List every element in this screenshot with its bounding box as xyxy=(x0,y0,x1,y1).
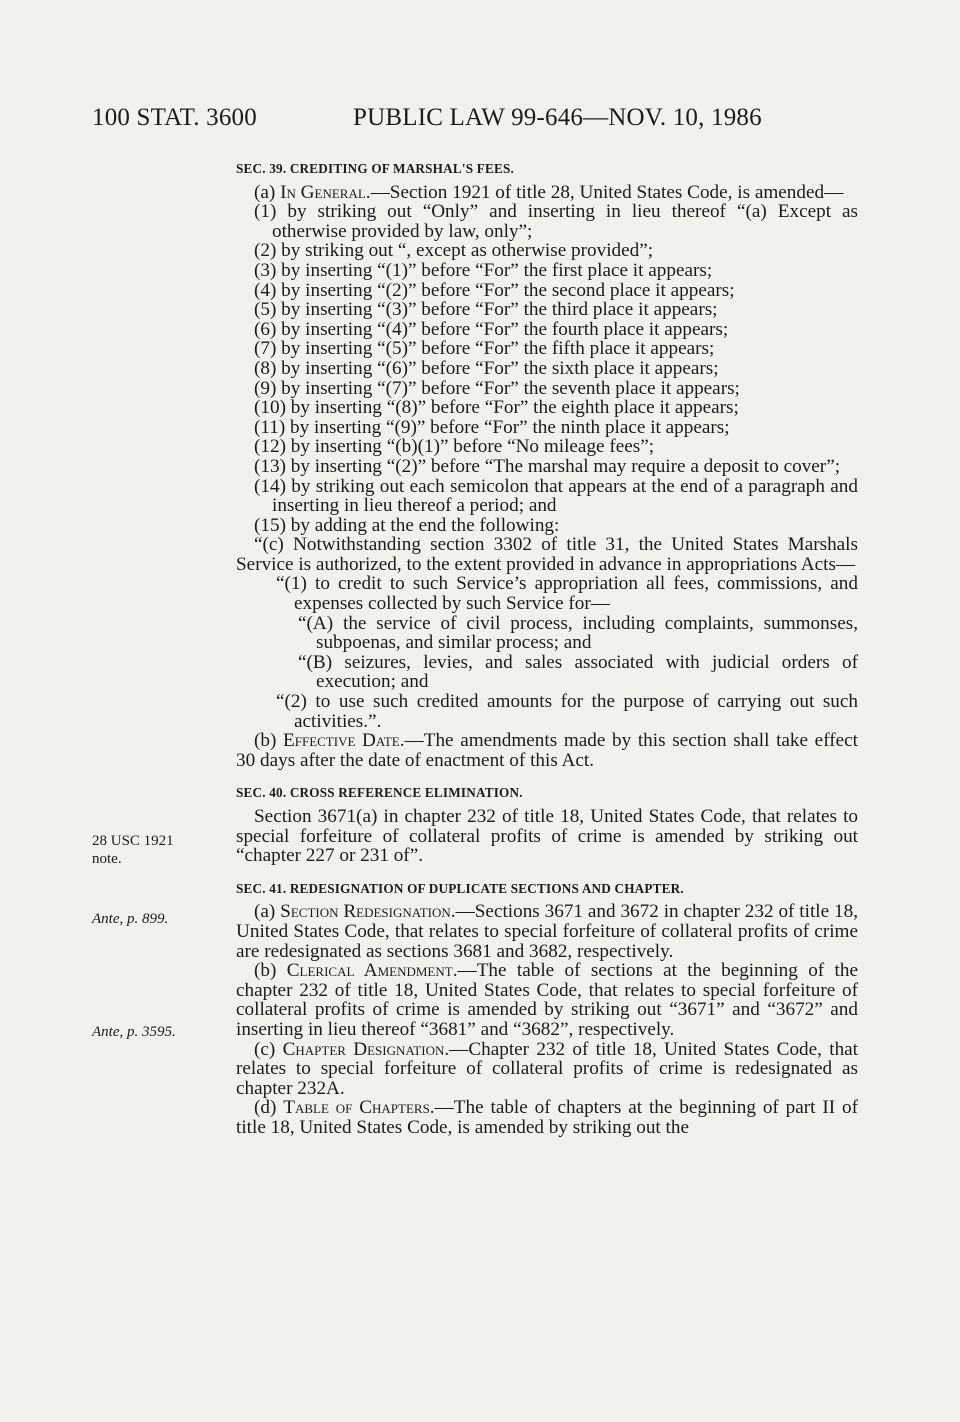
sec41-subsection-c: (c) Chapter Designation.—Chapter 232 of title 18, United States Code, that relates to special forfeiture of collateral profits of crime is redesignated as chapter 232A. xyxy=(236,1038,859,1099)
sec40-heading: SEC. 40. CROSS REFERENCE ELIMINATION. xyxy=(236,785,523,801)
sec39-item-14: (14) by striking out each semicolon that appears at the end of a paragraph and inserting in lieu thereof a period; and xyxy=(254,475,858,517)
sec39-item-15: (15) by adding at the end the following: xyxy=(254,514,560,536)
sec39-quote-c: “(c) Notwithstanding section 3302 of title 31, the United States Marshals Service is authorized, to the extent provided in advance in appropriations Acts— xyxy=(236,534,858,575)
sec41-c-caption: Chapter Designation. xyxy=(282,1038,450,1060)
sec39-quote-1: “(1) to credit to such Service’s appropriation all fees, commissions, and expenses collected by such Service for— xyxy=(276,573,858,615)
sec41-subsection-a: (a) Section Redesignation.—Sections 3671 and 3672 in chapter 232 of title 18, United States Code, that relates to special forfeiture of collateral profits of crime are redesignated as sections 3681 and 3682, respectively. xyxy=(236,901,858,962)
sec39-item-1: (1) by striking out “Only” and inserting in lieu thereof “(a) Except as otherwise provided by law, only”; xyxy=(254,201,858,242)
sec41-a-caption: Section Redesignation. xyxy=(280,901,456,923)
sec41-d-caption: Table of Chapters. xyxy=(283,1097,435,1119)
sec39-item-4: (4) by inserting “(2)” before “For” the second place it appears; xyxy=(254,279,735,301)
body-text xyxy=(236,158,858,1138)
sec39-quote-A: “(A) the service of civil process, including complaints, summonses, subpoenas, and similar process; and xyxy=(298,612,858,654)
page-stat-number: 100 STAT. 3600 xyxy=(92,104,257,131)
sec39-item-8: (8) by inserting “(6)” before “For” the sixth place it appears; xyxy=(254,357,719,379)
margin-note-ante-899: Ante, p. 899. xyxy=(92,911,169,927)
sec39-item-2: (2) by striking out “, except as otherwise provided”; xyxy=(254,240,654,262)
sec39-subsection-b: (b) Effective Date.—The amendments made by this section shall take effect 30 days after the date of enactment of this Act. xyxy=(236,730,858,771)
sec41-subsection-d: (d) Table of Chapters.—The table of chapters at the beginning of part II of title 18, United States Code, is amended by striking out the xyxy=(236,1097,858,1138)
public-law-citation: PUBLIC LAW 99-646—NOV. 10, 1986 xyxy=(353,104,762,131)
sec39-subsection-a: (a) In General.—Section 1921 of title 28, United States Code, is amended— xyxy=(254,181,844,203)
sec39-item-11: (11) by inserting “(9)” before “For” the ninth place it appears; xyxy=(254,416,730,438)
sec41-heading: SEC. 41. REDESIGNATION OF DUPLICATE SECTIONS AND CHAPTER. xyxy=(236,880,684,896)
sec39-quote-B: “(B) seizures, levies, and sales associated with judicial orders of execution; and xyxy=(298,651,858,693)
margin-note-usc-line2: note. xyxy=(92,851,122,867)
sec39-item-9: (9) by inserting “(7)” before “For” the seventh place it appears; xyxy=(254,377,740,399)
sec39-item-5: (5) by inserting “(3)” before “For” the third place it appears; xyxy=(254,299,718,321)
sec40-text: Section 3671(a) in chapter 232 of title 18, United States Code, that relates to special forfeiture of collateral profits of crime is amended by striking out “chapter 227 or 231 of”. xyxy=(236,806,858,867)
sec39-item-12: (12) by inserting “(b)(1)” before “No mileage fees”; xyxy=(254,436,655,458)
sec41-b-caption: Clerical Amendment. xyxy=(286,960,458,982)
sec39-item-13: (13) by inserting “(2)” before “The marshal may require a deposit to cover”; xyxy=(254,455,841,477)
margin-note-usc xyxy=(92,832,174,868)
sec39-item-3: (3) by inserting “(1)” before “For” the first place it appears; xyxy=(254,259,713,281)
margin-note-ante-3595: Ante, p. 3595. xyxy=(92,1024,176,1040)
margin-note-usc-line1: 28 USC 1921 xyxy=(92,833,174,849)
sec39-a-caption: In General. xyxy=(280,181,371,203)
sec39-item-10: (10) by inserting “(8)” before “For” the eighth place it appears; xyxy=(254,397,739,419)
sec41-subsection-b: (b) Clerical Amendment.—The table of sections at the beginning of the chapter 232 of title 18, United States Code, that relates to special forfeiture of collateral profits of crime is amended by striking out “3671” and “3672” and inserting in lieu thereof “3681” and “3682”, respectively. xyxy=(236,960,858,1040)
sec39-heading: SEC. 39. CREDITING OF MARSHAL'S FEES. xyxy=(236,161,515,176)
sec39-b-caption: Effective Date. xyxy=(283,730,405,752)
sec39-quote-2: “(2) to use such credited amounts for the purpose of carrying out such activities.”. xyxy=(276,691,858,732)
sec39-item-6: (6) by inserting “(4)” before “For” the fourth place it appears; xyxy=(254,318,729,340)
sec39-item-7: (7) by inserting “(5)” before “For” the fifth place it appears; xyxy=(254,338,715,360)
